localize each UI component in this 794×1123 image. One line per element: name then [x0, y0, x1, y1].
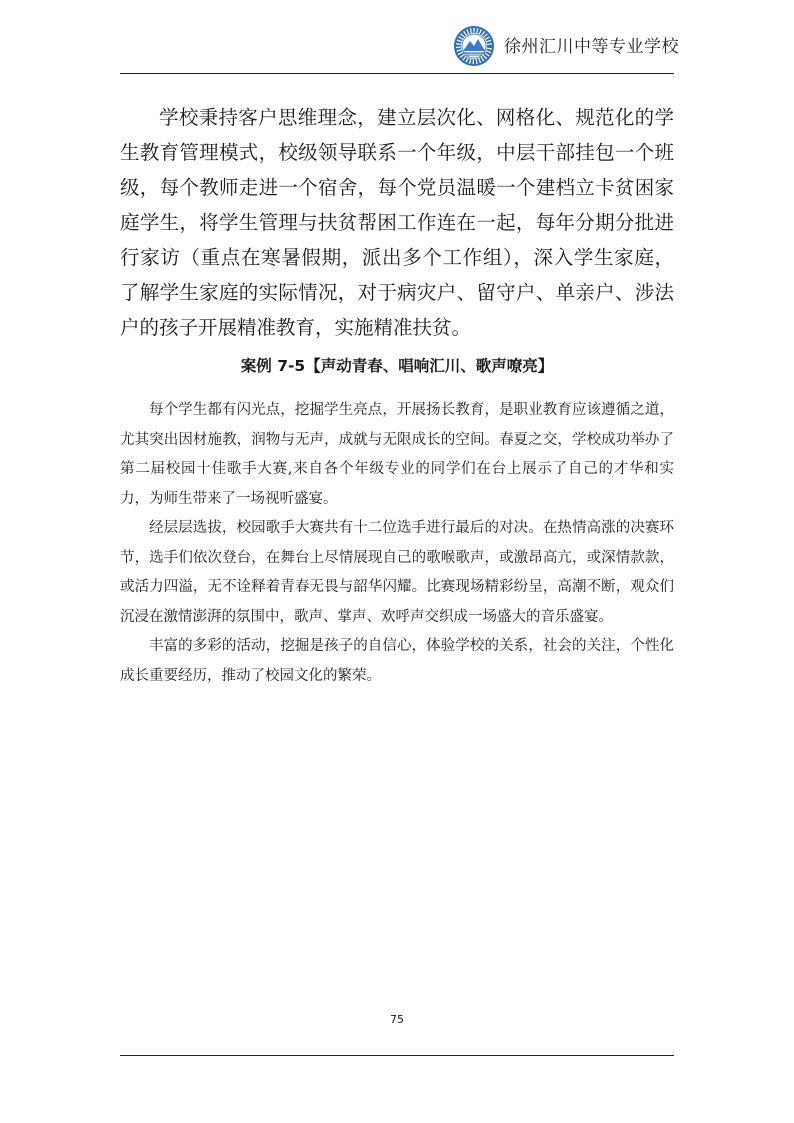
case-paragraph: 每个学生都有闪光点，挖掘学生亮点，开展扬长教育，是职业教育应该遵循之道，尤其突出因材施教，润物与无声，成就与无限成长的空间。春夏之交，学校成功举办了第二届校园十佳歌手大赛,来自各个年级专业的同学们在台上展示了自己的才华和实力，为师生带来了一场视听盛宴。 [120, 402, 674, 507]
case-body [120, 396, 674, 691]
case-paragraph: 经层层选拔，校园歌手大赛共有十二位选手进行最后的对决。在热情高涨的决赛环节，选手们依次登台，在舞台上尽情展现自己的歌喉歌声，或激昂高亢，或深情款款，或活力四溢，无不诠释着青春无畏与韶华闪耀。比赛现场精彩纷呈，高潮不断，观众们沉浸在激情澎湃的氛围中，歌声、掌声、欢呼声交织成一场盛大的音乐盛宴。 [120, 520, 674, 625]
case-title: 案例 7-5【声动青春、唱响汇川、歌声嘹亮】 [240, 357, 554, 375]
page-number: 75 [390, 1013, 404, 1026]
page-header [120, 22, 679, 72]
school-logo-icon [454, 26, 494, 66]
footer-divider [120, 1055, 674, 1056]
school-name: 徐州汇川中等专业学校 [504, 37, 679, 57]
header-divider [120, 73, 674, 74]
case-paragraph: 丰富的多彩的活动，挖掘是孩子的自信心，体验学校的关系，社会的关注，个性化成长重要经历，推动了校园文化的繁荣。 [120, 638, 674, 684]
intro-paragraph: 学校秉持客户思维理念，建立层次化、网格化、规范化的学生教育管理模式，校级领导联系一个年级，中层干部挂包一个班级，每个教师走进一个宿舍，每个党员温暖一个建档立卡贫困家庭学生，将学生管理与扶贫帮困工作连在一起，每年分期分批进行家访（重点在寒暑假期，派出多个工作组），深入学生家庭，了解学生家庭的实际情况，对于病灾户、留守户、单亲户、涉法户的孩子开展精准教育，实施精准扶贫。 [120, 106, 674, 339]
